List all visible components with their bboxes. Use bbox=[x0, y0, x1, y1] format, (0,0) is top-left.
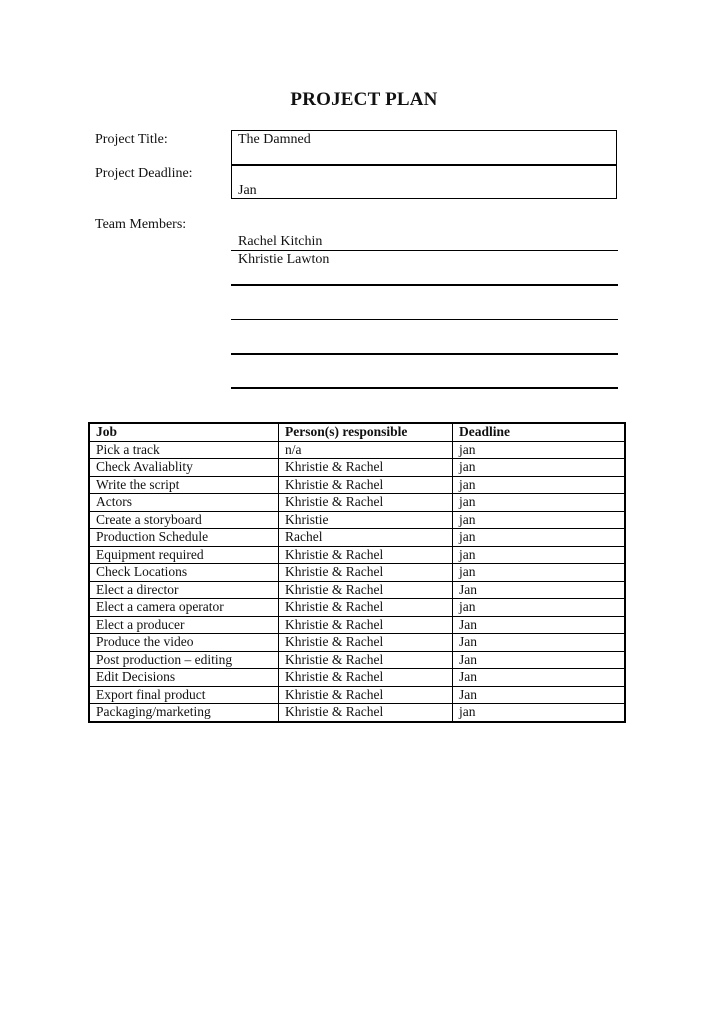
cell-deadline: Jan bbox=[453, 581, 626, 599]
cell-person-responsible: Khristie & Rachel bbox=[279, 581, 453, 599]
table-row bbox=[89, 459, 625, 477]
cell-person-responsible: Khristie & Rachel bbox=[279, 546, 453, 564]
team-member-1: Rachel Kitchin bbox=[238, 234, 323, 249]
cell-job: Produce the video bbox=[89, 634, 279, 652]
project-title-label: Project Title: bbox=[95, 132, 168, 147]
cell-job: Export final product bbox=[89, 686, 279, 704]
table-row bbox=[89, 704, 625, 722]
cell-deadline: jan bbox=[453, 704, 626, 722]
cell-deadline: Jan bbox=[453, 651, 626, 669]
cell-job: Elect a director bbox=[89, 581, 279, 599]
cell-person-responsible: Khristie bbox=[279, 511, 453, 529]
team-member-rule bbox=[231, 319, 618, 320]
cell-job: Elect a camera operator bbox=[89, 599, 279, 617]
team-member-2: Khristie Lawton bbox=[238, 252, 330, 267]
page-title: PROJECT PLAN bbox=[290, 89, 438, 110]
cell-job: Packaging/marketing bbox=[89, 704, 279, 722]
cell-job: Actors bbox=[89, 494, 279, 512]
table-header-row bbox=[89, 423, 625, 441]
cell-deadline: jan bbox=[453, 599, 626, 617]
table-row bbox=[89, 494, 625, 512]
team-member-rule bbox=[231, 284, 618, 286]
team-member-rule bbox=[231, 387, 618, 389]
cell-job: Create a storyboard bbox=[89, 511, 279, 529]
cell-person-responsible: Khristie & Rachel bbox=[279, 686, 453, 704]
cell-person-responsible: Khristie & Rachel bbox=[279, 564, 453, 582]
table-row bbox=[89, 581, 625, 599]
cell-person-responsible: Khristie & Rachel bbox=[279, 476, 453, 494]
job-table bbox=[88, 422, 626, 723]
project-deadline-label: Project Deadline: bbox=[95, 166, 193, 181]
cell-deadline: jan bbox=[453, 546, 626, 564]
cell-person-responsible: Khristie & Rachel bbox=[279, 599, 453, 617]
table-row bbox=[89, 441, 625, 459]
cell-job: Write the script bbox=[89, 476, 279, 494]
project-deadline-value: Jan bbox=[238, 183, 257, 198]
cell-job: Post production – editing bbox=[89, 651, 279, 669]
table-row bbox=[89, 564, 625, 582]
cell-person-responsible: Rachel bbox=[279, 529, 453, 547]
cell-person-responsible: Khristie & Rachel bbox=[279, 616, 453, 634]
cell-deadline: Jan bbox=[453, 669, 626, 687]
cell-deadline: jan bbox=[453, 564, 626, 582]
cell-person-responsible: Khristie & Rachel bbox=[279, 494, 453, 512]
cell-deadline: Jan bbox=[453, 616, 626, 634]
table-row bbox=[89, 651, 625, 669]
header-person-responsible: Person(s) responsible bbox=[279, 423, 453, 441]
cell-deadline: jan bbox=[453, 459, 626, 477]
cell-person-responsible: n/a bbox=[279, 441, 453, 459]
cell-deadline: jan bbox=[453, 476, 626, 494]
cell-job: Pick a track bbox=[89, 441, 279, 459]
table-row bbox=[89, 529, 625, 547]
cell-job: Edit Decisions bbox=[89, 669, 279, 687]
cell-person-responsible: Khristie & Rachel bbox=[279, 669, 453, 687]
cell-person-responsible: Khristie & Rachel bbox=[279, 704, 453, 722]
table-row bbox=[89, 599, 625, 617]
header-job: Job bbox=[89, 423, 279, 441]
cell-deadline: jan bbox=[453, 494, 626, 512]
team-members-label: Team Members: bbox=[95, 217, 187, 232]
cell-deadline: jan bbox=[453, 511, 626, 529]
cell-job: Production Schedule bbox=[89, 529, 279, 547]
cell-job: Check Locations bbox=[89, 564, 279, 582]
team-member-rule bbox=[231, 250, 618, 251]
cell-deadline: jan bbox=[453, 441, 626, 459]
cell-job: Check Avaliablity bbox=[89, 459, 279, 477]
cell-job: Equipment required bbox=[89, 546, 279, 564]
cell-deadline: Jan bbox=[453, 634, 626, 652]
team-member-rule bbox=[231, 353, 618, 355]
table-row bbox=[89, 511, 625, 529]
table-row bbox=[89, 669, 625, 687]
cell-person-responsible: Khristie & Rachel bbox=[279, 651, 453, 669]
table-row bbox=[89, 616, 625, 634]
cell-job: Elect a producer bbox=[89, 616, 279, 634]
cell-person-responsible: Khristie & Rachel bbox=[279, 634, 453, 652]
table-row bbox=[89, 476, 625, 494]
cell-deadline: jan bbox=[453, 529, 626, 547]
project-title-value: The Damned bbox=[238, 132, 311, 147]
cell-person-responsible: Khristie & Rachel bbox=[279, 459, 453, 477]
box-divider bbox=[232, 164, 616, 166]
table-row bbox=[89, 686, 625, 704]
table-body bbox=[89, 441, 625, 722]
header-deadline: Deadline bbox=[453, 423, 626, 441]
cell-deadline: Jan bbox=[453, 686, 626, 704]
table-row bbox=[89, 634, 625, 652]
table-row bbox=[89, 546, 625, 564]
